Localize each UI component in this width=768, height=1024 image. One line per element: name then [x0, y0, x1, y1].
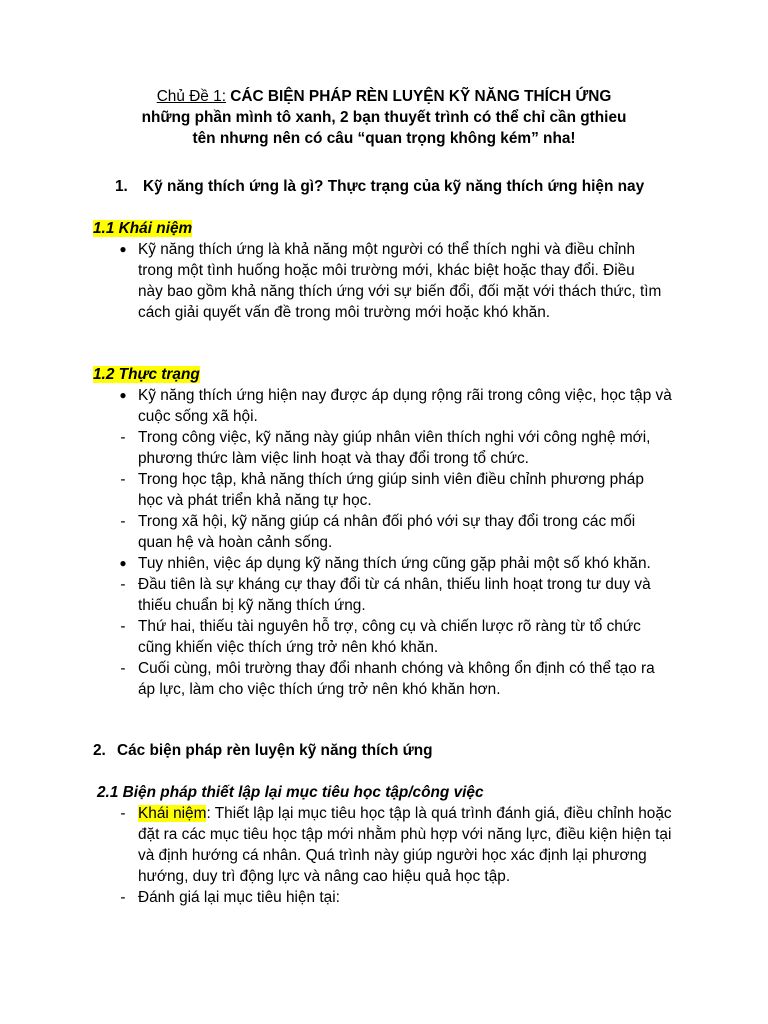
title-prefix: Chủ Đề 1: — [156, 88, 226, 105]
concept-label: Khái niệm — [138, 805, 207, 822]
list-item — [93, 427, 683, 469]
subsection-2-1-list — [93, 803, 683, 908]
dash-marker: - — [120, 660, 126, 677]
list-item-text: : Thiết lập lại mục tiêu học tập là quá trình đánh giá, điều chỉnh hoặc đặt ra các mục tiêu học tập mới nhằm phù hợp với năng lực, điều kiện hiện tại và định hướng cá nhân. Quá trình này giúp người học xác định lại phương hướng, duy trì động lực và nâng cao hiệu quả học tập. — [138, 805, 672, 885]
subsection-1-1-heading — [93, 218, 192, 239]
subsection-1-1-title: 1.1 Khái niệm — [93, 220, 193, 237]
list-item — [93, 887, 683, 908]
list-item — [93, 803, 683, 887]
section-2-heading — [93, 740, 433, 761]
bullet-marker: ● — [119, 242, 127, 256]
list-item-text: Đánh giá lại mục tiêu hiện tại: — [138, 889, 340, 906]
list-item-text: Trong công việc, kỹ năng này giúp nhân viên thích nghi với công nghệ mới, phương thức làm việc linh hoạt và thay đổi trong tổ chức. — [138, 429, 651, 467]
section-1-heading — [115, 176, 644, 197]
list-item-text: Trong học tập, khả năng thích ứng giúp sinh viên điều chỉnh phương pháp học và phát triển khả năng tự học. — [138, 471, 644, 509]
dash-marker: - — [120, 576, 126, 593]
list-item — [93, 385, 683, 427]
section-2-number: 2. — [93, 742, 106, 759]
list-item — [93, 469, 668, 511]
list-item — [93, 658, 673, 700]
list-item-text: Tuy nhiên, việc áp dụng kỹ năng thích ứng cũng gặp phải một số khó khăn. — [138, 555, 651, 572]
section-1-title: Kỹ năng thích ứng là gì? Thực trạng của kỹ năng thích ứng hiện nay — [143, 178, 645, 195]
subsection-2-1-heading — [97, 782, 484, 803]
dash-marker: - — [120, 429, 126, 446]
list-item — [93, 574, 683, 616]
list-item — [93, 553, 678, 574]
subsection-1-1-list — [93, 239, 683, 323]
dash-marker: - — [120, 513, 126, 530]
list-item-text: Đầu tiên là sự kháng cự thay đổi từ cá nhân, thiếu linh hoạt trong tư duy và thiếu chuẩn bị kỹ năng thích ứng. — [138, 576, 651, 614]
list-item-text: Trong xã hội, kỹ năng giúp cá nhân đối phó với sự thay đổi trong các mối quan hệ và hoàn cảnh sống. — [138, 513, 636, 551]
document-title — [80, 86, 688, 149]
title-line-3: tên nhưng nên có câu “quan trọng không kém” nha! — [192, 130, 576, 147]
title-main: CÁC BIỆN PHÁP RÈN LUYỆN KỸ NĂNG THÍCH ỨNG — [230, 88, 612, 105]
dash-marker: - — [120, 618, 126, 635]
dash-marker: - — [120, 805, 126, 822]
list-item — [93, 616, 668, 658]
title-line-1 — [80, 86, 688, 107]
list-item-text: Kỹ năng thích ứng là khả năng một người có thể thích nghi và điều chỉnh trong một tình huống hoặc môi trường mới, khác biệt hoặc thay đổi. Điều này bao gồm khả năng thích ứng với sự biến đổi, đối mặt với thách thức, tìm cách giải quyết vấn đề trong môi trường mới hoặc khó khăn. — [138, 241, 662, 321]
list-item — [93, 511, 668, 553]
title-line-2: những phần mình tô xanh, 2 bạn thuyết trình có thể chỉ cần gthieu — [141, 109, 627, 126]
bullet-marker: ● — [119, 556, 127, 570]
list-item — [93, 239, 663, 323]
list-item-text: Cuối cùng, môi trường thay đổi nhanh chóng và không ổn định có thể tạo ra áp lực, làm cho việc thích ứng trở nên khó khăn hơn. — [138, 660, 655, 698]
section-2-title: Các biện pháp rèn luyện kỹ năng thích ứng — [117, 742, 433, 759]
bullet-marker: ● — [119, 388, 127, 402]
subsection-2-1-title: 2.1 Biện pháp thiết lập lại mục tiêu học tập/công việc — [97, 784, 484, 801]
subsection-1-2-heading — [93, 364, 200, 385]
list-item-text: Thứ hai, thiếu tài nguyên hỗ trợ, công cụ và chiến lược rõ ràng từ tổ chức cũng khiến việc thích ứng trở nên khó khăn. — [138, 618, 641, 656]
section-1-number: 1. — [115, 178, 128, 195]
dash-marker: - — [120, 889, 126, 906]
subsection-1-2-list — [93, 385, 683, 700]
list-item-text: Kỹ năng thích ứng hiện nay được áp dụng rộng rãi trong công việc, học tập và cuộc sống xã hội. — [138, 387, 672, 425]
subsection-1-2-title: 1.2 Thực trạng — [93, 366, 200, 383]
dash-marker: - — [120, 471, 126, 488]
